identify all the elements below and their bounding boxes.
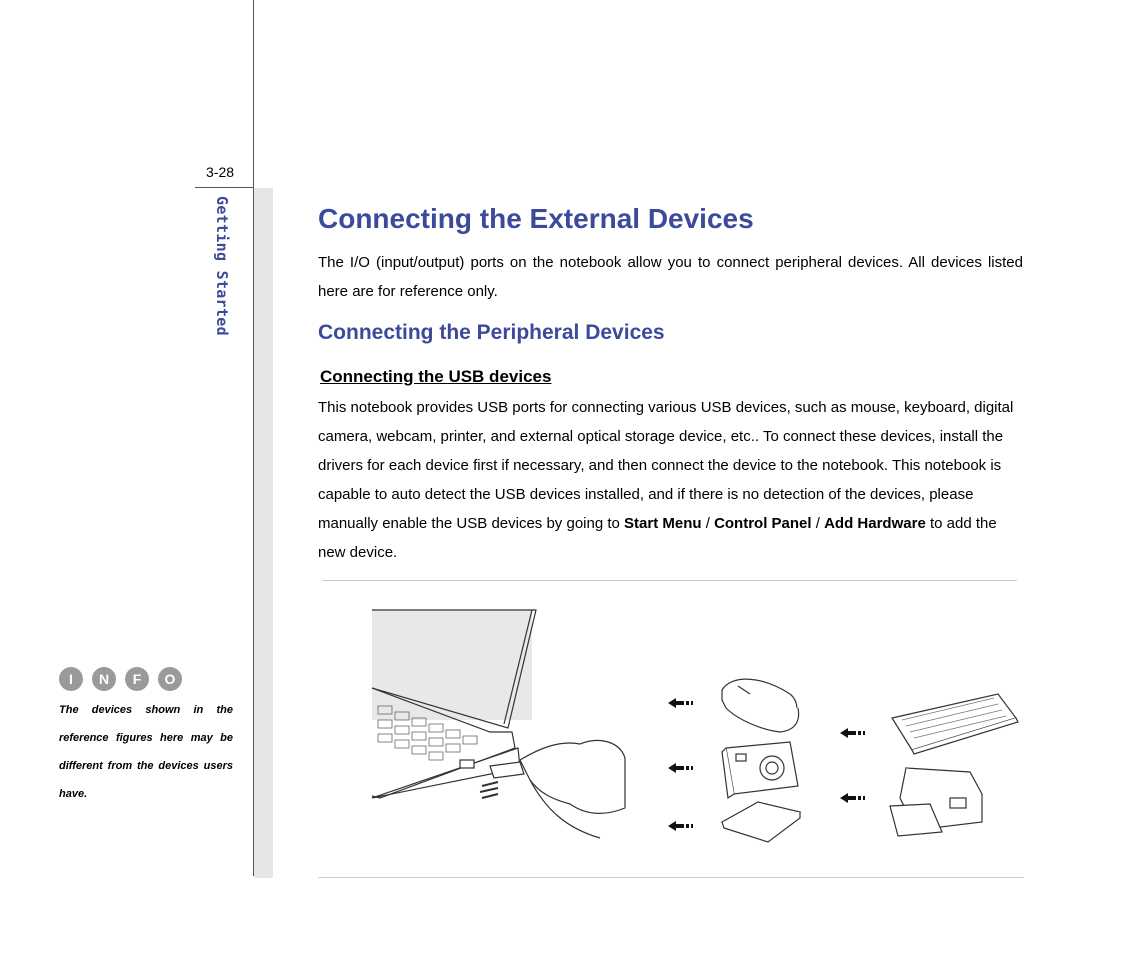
page-title: Connecting the External Devices <box>318 203 754 234</box>
margin-strip <box>254 188 273 878</box>
menu-start: Start Menu <box>624 515 702 532</box>
info-badge-icon <box>58 666 184 692</box>
menu-separator: / <box>811 515 825 532</box>
info-letter: I <box>69 671 73 687</box>
usb-heading: Connecting the USB devices <box>320 367 552 386</box>
usb-paragraph <box>318 393 1023 567</box>
camera-icon <box>722 742 798 798</box>
figure-rule-bottom <box>318 877 1024 878</box>
usb-body-text: This notebook provides USB ports for connecting various USB devices, such as mouse, keyboard, digital camera, webcam, printer, and external optical storage device, etc.. To connect these devices, install the drivers for each device first if necessary, and then connect the device to the notebook. This notebook is capable to auto detect the USB devices installed, and if there is no detection of the devices, please manually enable the USB devices by going to <box>318 399 1014 532</box>
page-number: 3-28 <box>206 164 235 180</box>
figure-rule-top <box>322 580 1017 581</box>
info-letter: O <box>164 671 176 687</box>
section-label: Getting Started <box>213 196 231 336</box>
mouse-icon <box>722 679 799 732</box>
intro-paragraph: The I/O (input/output) ports on the notebook allow you to connect peripheral devices. All devices listed here are for reference only. <box>318 254 1023 300</box>
info-note: The devices shown in the reference figures here may be different from the devices users have. <box>59 704 233 800</box>
section-subtitle: Connecting the Peripheral Devices <box>318 321 665 344</box>
optical-drive-icon <box>722 802 800 842</box>
keyboard-icon <box>892 694 1018 754</box>
info-letter: N <box>98 671 110 687</box>
printer-icon <box>890 768 982 836</box>
menu-control-panel: Control Panel <box>714 515 812 532</box>
page-number-rule <box>195 187 254 188</box>
menu-separator: / <box>701 515 715 532</box>
info-letter: F <box>132 671 142 687</box>
menu-add-hardware: Add Hardware <box>824 515 926 532</box>
usb-devices-figure <box>370 608 1020 844</box>
usb-plug-icon <box>480 740 625 838</box>
usb-body-tail: to add the new device. <box>318 515 997 561</box>
